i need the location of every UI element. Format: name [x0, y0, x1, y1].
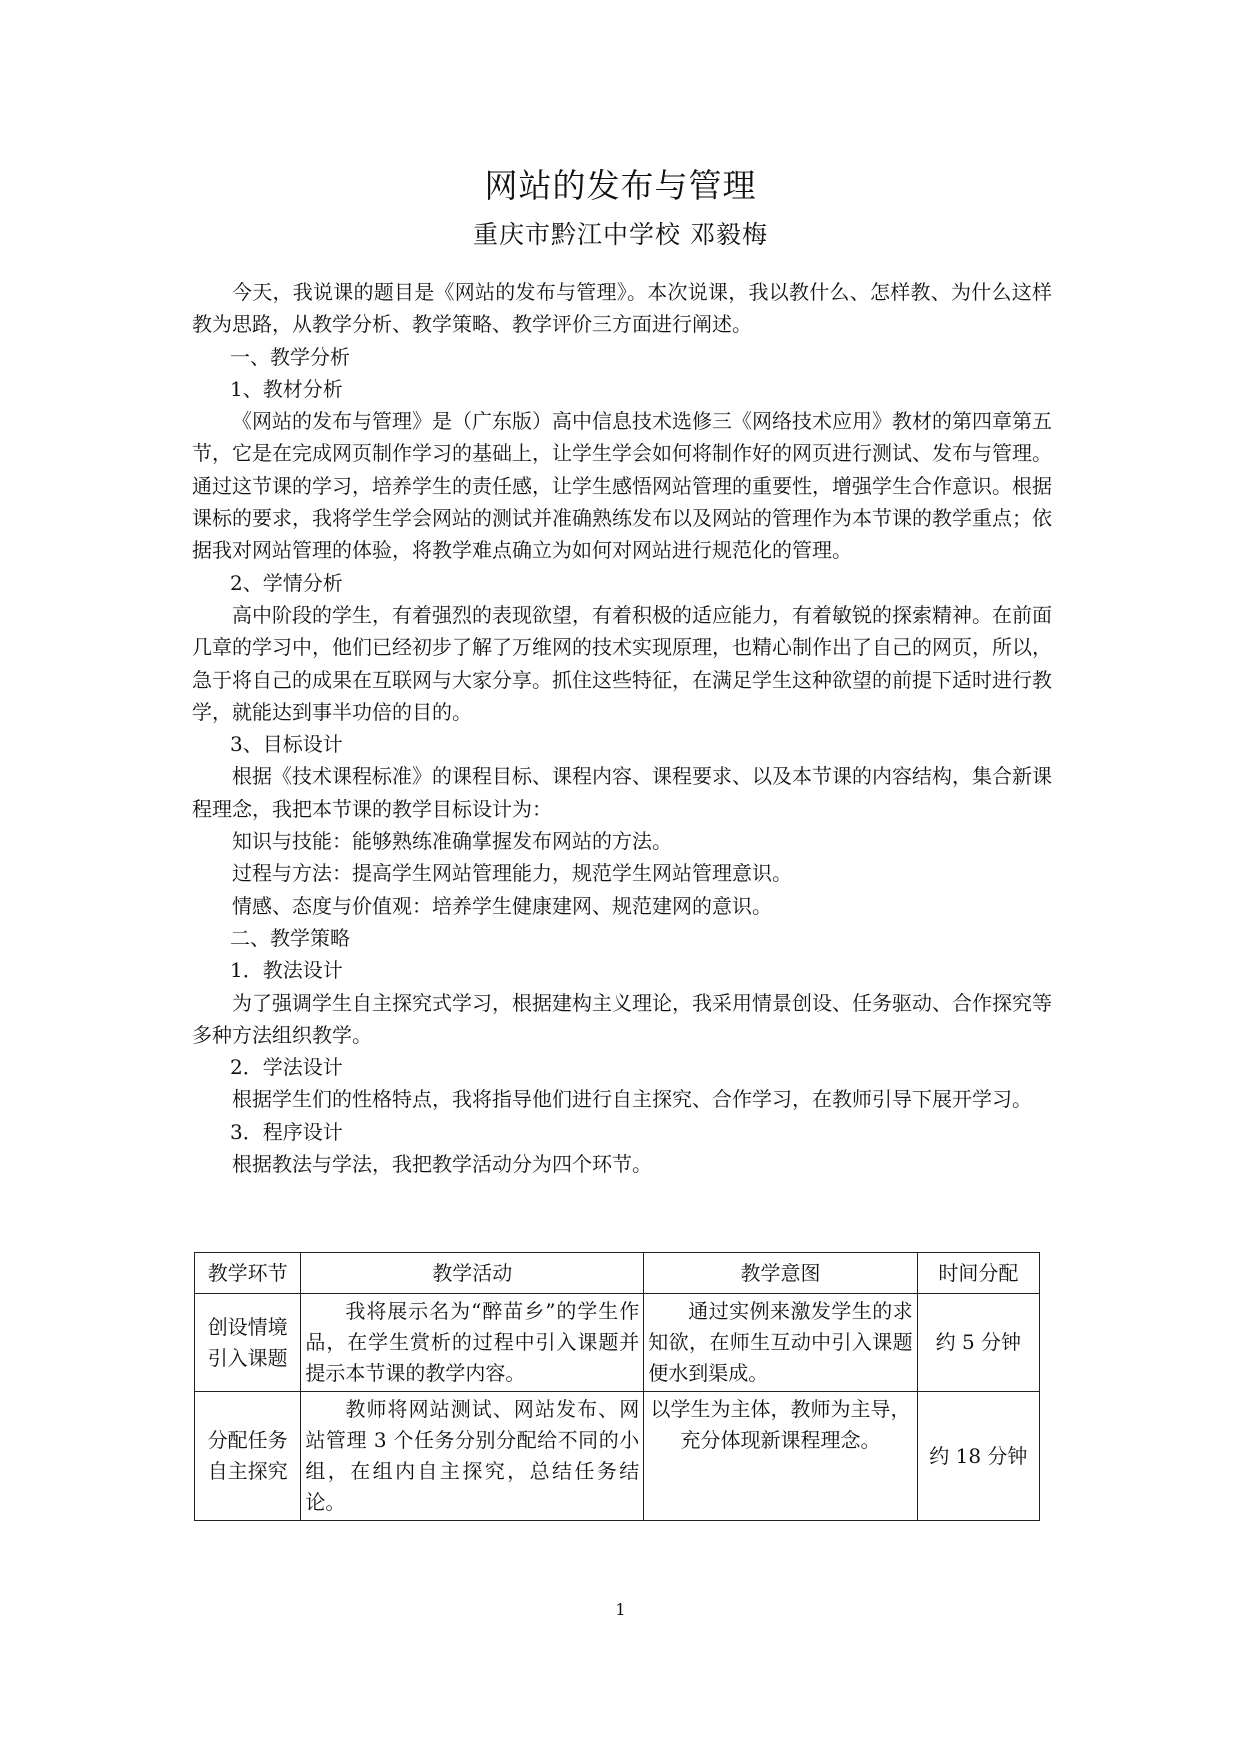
section-heading: 一、教学分析 — [230, 344, 350, 369]
table-cell-time: 约 18 分钟 — [917, 1392, 1039, 1521]
subsection-heading: 3．程序设计 — [230, 1119, 343, 1144]
table-cell-intent: 通过实例来激发学生的求知欲，在师生互动中引入课题便水到渠成。 — [644, 1294, 917, 1392]
table-cell-intent: 以学生为主体，教师为主导，充分体现新课程理念。 — [644, 1392, 917, 1521]
paragraph: 高中阶段的学生，有着强烈的表现欲望，有着积极的适应能力，有着敏锐的探索精神。在前面几章的学习中，他们已经初步了解了万维网的技术实现原理，也精心制作出了自己的网页，所以，急于将自己的成果在互联网与大家分享。抓住这些特征，在满足学生这种欲望的前提下适时进行教学，就能达到事半功倍的目的。 — [192, 602, 1052, 724]
paragraph: 为了强调学生自主探究式学习，根据建构主义理论，我采用情景创设、任务驱动、合作探究等多种方法组织教学。 — [192, 990, 1052, 1047]
subsection-heading: 1．教法设计 — [230, 958, 343, 983]
subsection-heading: 2、学情分析 — [230, 570, 343, 595]
table-cell-stage: 创设情境引入课题 — [195, 1294, 301, 1392]
section-heading: 二、教学策略 — [230, 925, 350, 950]
author-line: 重庆市黔江中学校 邓毅梅 — [473, 220, 768, 249]
goal-item: 知识与技能：能够熟练准确掌握发布网站的方法。 — [232, 829, 672, 854]
subsection-heading: 1、教材分析 — [230, 376, 343, 401]
paragraph: 根据《技术课程标准》的课程目标、课程内容、课程要求、以及本节课的内容结构，集合新课程理念，我把本节课的教学目标设计为： — [192, 764, 1052, 821]
paragraph: 根据学生们的性格特点，我将指导他们进行自主探究、合作学习，在教师引导下展开学习。 — [232, 1087, 1032, 1112]
page-number: 1 — [615, 1600, 626, 1619]
table-cell-activity: 我将展示名为“醉苗乡”的学生作品，在学生赏析的过程中引入课题并提示本节课的教学内容。 — [301, 1294, 644, 1392]
goal-item: 过程与方法：提高学生网站管理能力，规范学生网站管理意识。 — [232, 861, 792, 886]
table-cell-activity: 教师将网站测试、网站发布、网站管理 3 个任务分别分配给不同的小组，在组内自主探究，总结任务结论。 — [301, 1392, 644, 1521]
table-header: 教学活动 — [301, 1253, 644, 1294]
table-header: 时间分配 — [917, 1253, 1039, 1294]
document-title: 网站的发布与管理 — [484, 166, 757, 205]
paragraph: 《网站的发布与管理》是（广东版）高中信息技术选修三《网络技术应用》教材的第四章第五节，它是在完成网页制作学习的基础上，让学生学会如何将制作好的网页进行测试、发布与管理。通过这节课的学习，培养学生的责任感，让学生感悟网站管理的重要性，增强学生合作意识。根据课标的要求，我将学生学会网站的测试并准确熟练发布以及网站的管理作为本节课的教学重点；依据我对网站管理的体验，将教学难点确立为如何对网站进行规范化的管理。 — [192, 409, 1052, 563]
goal-item: 情感、态度与价值观：培养学生健康建网、规范建网的意识。 — [232, 893, 772, 918]
paragraph: 今天，我说课的题目是《网站的发布与管理》。本次说课，我以教什么、怎样教、为什么这样教为思路，从教学分析、教学策略、教学评价三方面进行阐述。 — [192, 280, 1052, 337]
table-header: 教学意图 — [644, 1253, 917, 1294]
table-cell-time: 约 5 分钟 — [917, 1294, 1039, 1392]
table-header: 教学环节 — [195, 1253, 301, 1294]
teaching-plan-table — [194, 1252, 1040, 1521]
paragraph: 根据教法与学法，我把教学活动分为四个环节。 — [232, 1152, 652, 1177]
subsection-heading: 2．学法设计 — [230, 1055, 343, 1080]
document-body — [192, 276, 1052, 1180]
subsection-heading: 3、目标设计 — [230, 732, 343, 757]
table-cell-stage: 分配任务自主探究 — [195, 1392, 301, 1521]
table-row — [195, 1294, 1040, 1392]
table-row — [195, 1392, 1040, 1521]
table-header-row — [195, 1253, 1040, 1294]
